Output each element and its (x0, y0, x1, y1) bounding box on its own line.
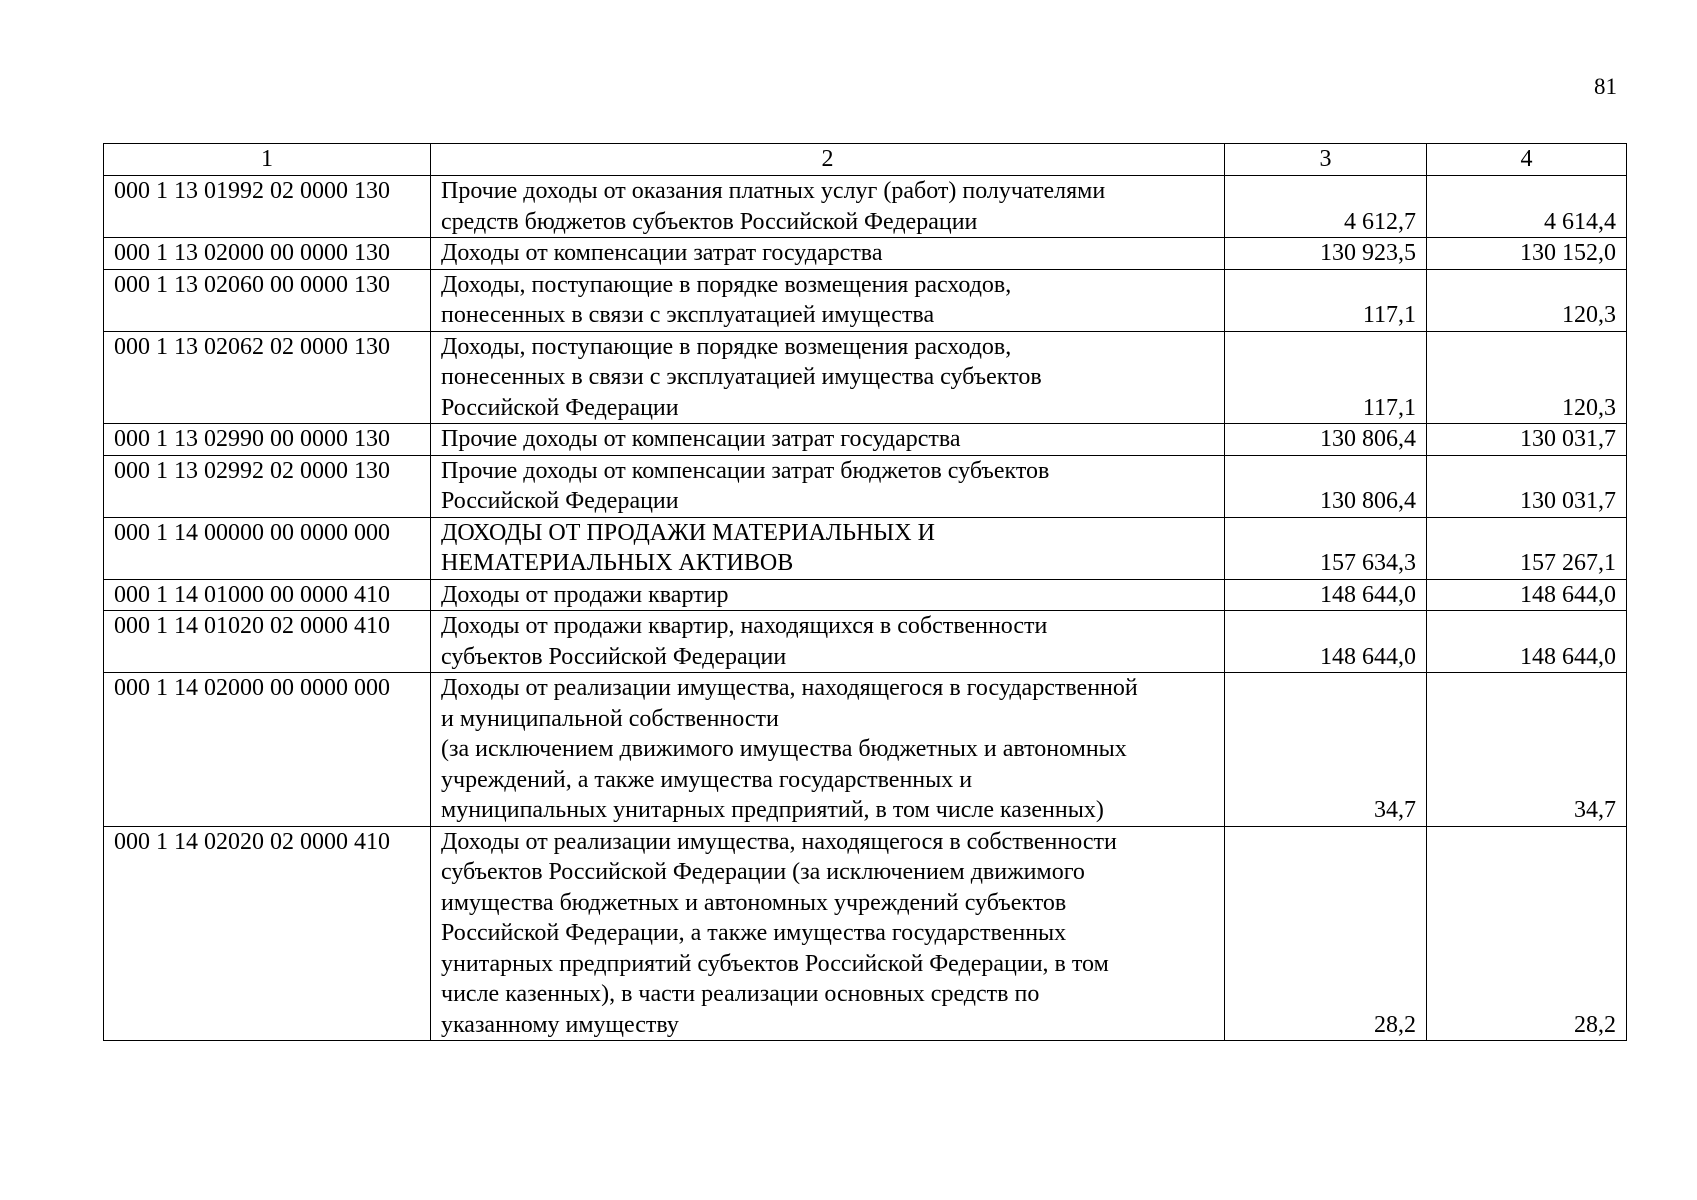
value-col3-cell: 157 634,3 (1225, 517, 1427, 579)
revenue-name-cell: Прочие доходы от компенсации затрат бюджетов субъектов Российской Федерации (431, 455, 1225, 517)
page-number: 81 (1594, 74, 1617, 99)
value-col4-cell: 130 152,0 (1427, 238, 1627, 270)
column-number-header-row (104, 144, 1627, 176)
revenue-table (103, 143, 1627, 1041)
table-row (104, 673, 1627, 827)
revenue-name-cell: Доходы от реализации имущества, находящегося в государственной и муниципальной собственности (за исключением движимого имущества бюджетных и автономных учреждений, а также имущества государственных и муниципальных унитарных предприятий, в том числе казенных) (431, 673, 1225, 827)
budget-code-cell: 000 1 13 02000 00 0000 130 (104, 238, 431, 270)
table-row (104, 269, 1627, 331)
table-row (104, 176, 1627, 238)
budget-code-cell: 000 1 13 02990 00 0000 130 (104, 424, 431, 456)
value-col4-cell: 34,7 (1427, 673, 1627, 827)
value-col3-cell: 148 644,0 (1225, 579, 1427, 611)
revenue-name-cell: Доходы от реализации имущества, находящегося в собственности субъектов Российской Федерации (за исключением движимого имущества бюджетных и автономных учреждений субъектов Российской Федерации, а также имущества государственных унитарных предприятий субъектов Российской Федерации, в том числе казенных), в части реализации основных средств по указанному имуществу (431, 826, 1225, 1041)
value-col4-cell: 148 644,0 (1427, 579, 1627, 611)
revenue-name-cell: Прочие доходы от оказания платных услуг (работ) получателями средств бюджетов субъектов Российской Федерации (431, 176, 1225, 238)
revenue-name-cell: Доходы, поступающие в порядке возмещения расходов, понесенных в связи с эксплуатацией имущества (431, 269, 1225, 331)
value-col4-cell: 28,2 (1427, 826, 1627, 1041)
value-col3-cell: 130 806,4 (1225, 455, 1427, 517)
column-header-2: 2 (431, 144, 1225, 176)
budget-code-cell: 000 1 14 01000 00 0000 410 (104, 579, 431, 611)
value-col3-cell: 130 923,5 (1225, 238, 1427, 270)
value-col4-cell: 148 644,0 (1427, 611, 1627, 673)
budget-code-cell: 000 1 13 02060 00 0000 130 (104, 269, 431, 331)
budget-code-cell: 000 1 14 02000 00 0000 000 (104, 673, 431, 827)
revenue-name-cell: ДОХОДЫ ОТ ПРОДАЖИ МАТЕРИАЛЬНЫХ И НЕМАТЕРИАЛЬНЫХ АКТИВОВ (431, 517, 1225, 579)
value-col4-cell: 4 614,4 (1427, 176, 1627, 238)
value-col3-cell: 148 644,0 (1225, 611, 1427, 673)
column-header-4: 4 (1427, 144, 1627, 176)
budget-code-cell: 000 1 14 01020 02 0000 410 (104, 611, 431, 673)
revenue-name-cell: Прочие доходы от компенсации затрат государства (431, 424, 1225, 456)
table-row (104, 331, 1627, 424)
budget-code-cell: 000 1 14 00000 00 0000 000 (104, 517, 431, 579)
value-col3-cell: 28,2 (1225, 826, 1427, 1041)
budget-code-cell: 000 1 13 01992 02 0000 130 (104, 176, 431, 238)
value-col3-cell: 130 806,4 (1225, 424, 1427, 456)
revenue-name-cell: Доходы от продажи квартир, находящихся в собственности субъектов Российской Федерации (431, 611, 1225, 673)
table-row (104, 826, 1627, 1041)
table-row (104, 424, 1627, 456)
column-header-1: 1 (104, 144, 431, 176)
budget-code-cell: 000 1 13 02062 02 0000 130 (104, 331, 431, 424)
table-row (104, 455, 1627, 517)
table-row (104, 238, 1627, 270)
revenue-name-cell: Доходы от продажи квартир (431, 579, 1225, 611)
value-col3-cell: 117,1 (1225, 269, 1427, 331)
value-col4-cell: 130 031,7 (1427, 455, 1627, 517)
revenue-name-cell: Доходы, поступающие в порядке возмещения расходов, понесенных в связи с эксплуатацией имущества субъектов Российской Федерации (431, 331, 1225, 424)
table-row (104, 611, 1627, 673)
value-col4-cell: 157 267,1 (1427, 517, 1627, 579)
revenue-name-cell: Доходы от компенсации затрат государства (431, 238, 1225, 270)
value-col4-cell: 120,3 (1427, 331, 1627, 424)
value-col4-cell: 120,3 (1427, 269, 1627, 331)
budget-code-cell: 000 1 13 02992 02 0000 130 (104, 455, 431, 517)
table-row (104, 579, 1627, 611)
table-row (104, 517, 1627, 579)
value-col3-cell: 34,7 (1225, 673, 1427, 827)
column-header-3: 3 (1225, 144, 1427, 176)
value-col3-cell: 4 612,7 (1225, 176, 1427, 238)
budget-code-cell: 000 1 14 02020 02 0000 410 (104, 826, 431, 1041)
value-col3-cell: 117,1 (1225, 331, 1427, 424)
value-col4-cell: 130 031,7 (1427, 424, 1627, 456)
